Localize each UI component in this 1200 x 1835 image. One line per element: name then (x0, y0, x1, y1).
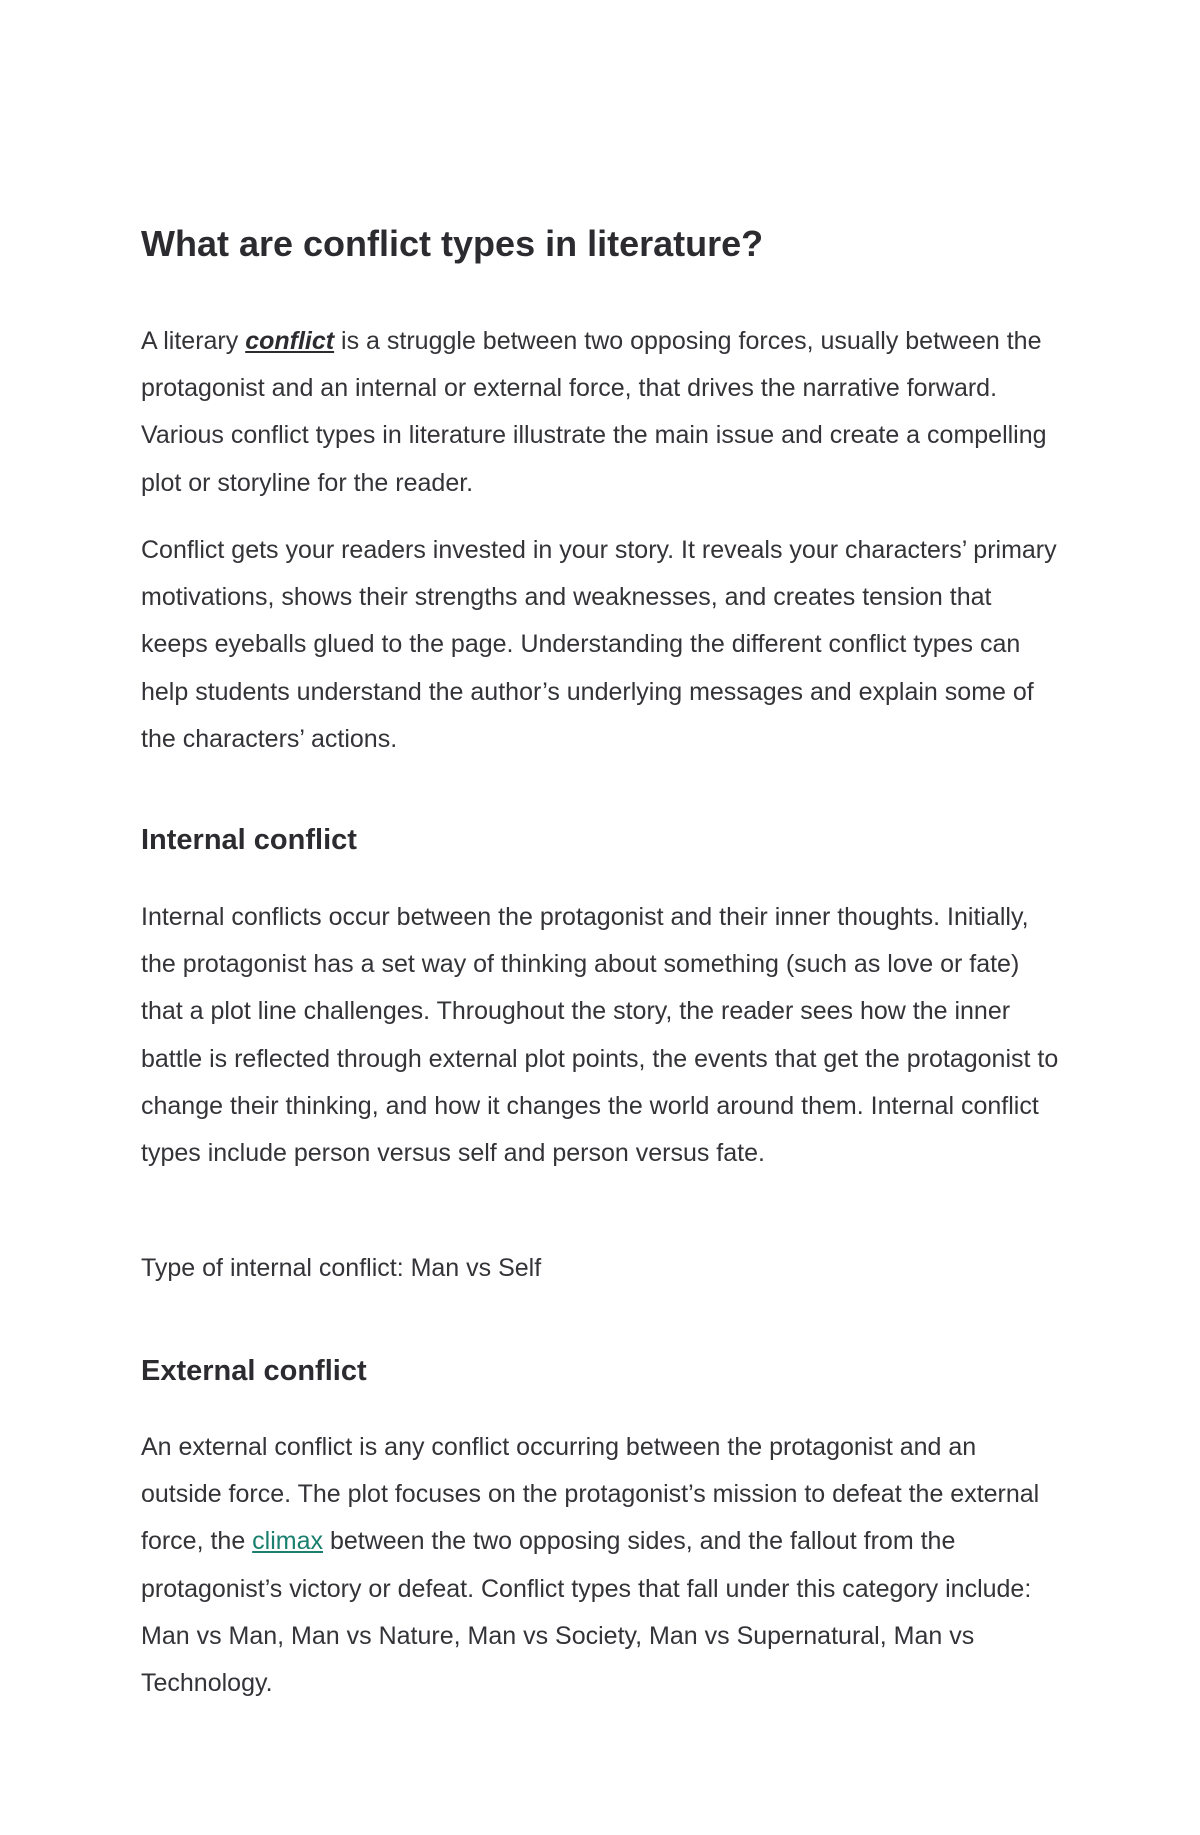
external-conflict-heading: External conflict (141, 1355, 367, 1387)
page-title: What are conflict types in literature? (141, 223, 764, 264)
intro-paragraph-2: Conflict gets your readers invested in your story. It reveals your characters’ primary motivations, shows their strengths and weaknesses, and creates tension that keeps eyeballs glued to the page. Understanding the different conflict types can help students understand the author’s underlying messages and explain some of the characters’ actions. (141, 536, 1057, 753)
external-conflict-paragraph (141, 1424, 1061, 1707)
internal-conflict-type-line: Type of internal conflict: Man vs Self (141, 1254, 542, 1282)
internal-conflict-heading: Internal conflict (141, 824, 357, 856)
external-text-start: An external conflict is any conflict occurring between the protagonist and an outside force. The plot focuses on the protagonist’s mission to defeat the external force, the (141, 1433, 1040, 1556)
internal-conflict-paragraph: Internal conflicts occur between the protagonist and their inner thoughts. Initially, the protagonist has a set way of thinking about something (such as love or fate) that a plot line challenges. Throughout the story, the reader sees how the inner battle is reflected through external plot points, the events that get the protagonist to change their thinking, and how it changes the world around them. Internal conflict types include person versus self and person versus fate. (141, 903, 1059, 1168)
intro-text-end: is a struggle between two opposing forces, usually between the protagonist and an internal or external force, that drives the narrative forward. Various conflict types in literature illustrate the main issue and create a compelling plot or storyline for the reader. (141, 327, 1047, 497)
conflict-link[interactable]: conflict (245, 327, 335, 355)
intro-paragraph-1 (141, 318, 1061, 507)
external-text-end: between the two opposing sides, and the fallout from the protagonist’s victory or defeat. Conflict types that fall under this category include: Man vs Man, Man vs Nature, Man vs Society, Man vs Supernatural, Man vs Technology. (141, 1527, 1032, 1698)
climax-link[interactable]: climax (252, 1527, 324, 1556)
intro-text-start: A literary (141, 327, 246, 355)
